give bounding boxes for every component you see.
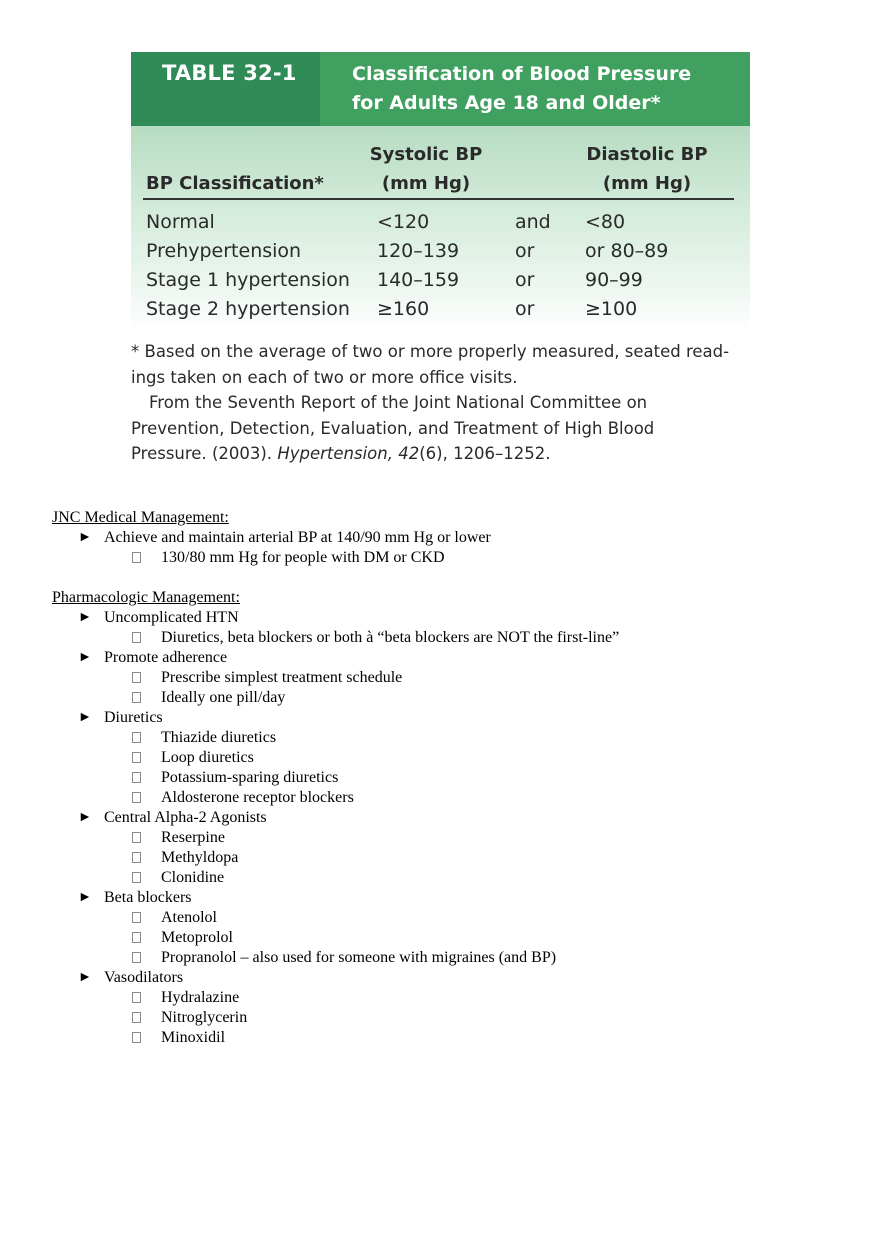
sub-list-item [52, 728, 852, 748]
box-bullet-icon [132, 872, 141, 883]
sub-item-text: Metoprolol [161, 929, 233, 946]
right-pointer-icon: ► [78, 810, 92, 825]
cell-conjunction: or [515, 298, 535, 320]
list-item-text: Vasodilators [104, 969, 184, 986]
box-bullet-icon [132, 1032, 141, 1043]
cell-systolic: 140–159 [377, 269, 460, 291]
list-item [52, 708, 852, 728]
box-bullet-icon [132, 732, 141, 743]
table-row [131, 266, 750, 295]
box-bullet-icon [132, 852, 141, 863]
sub-list-item [52, 868, 852, 888]
cell-diastolic: or 80–89 [585, 240, 669, 262]
table-footnotes [131, 339, 750, 467]
sub-list-item [52, 688, 852, 708]
col-header-systolic-line2: (mm Hg) [381, 173, 471, 194]
pharm-section [52, 588, 852, 1048]
col-header-systolic [361, 140, 491, 198]
box-bullet-icon [132, 672, 141, 683]
study-notes [52, 508, 852, 1048]
list-item-text: Promote adherence [104, 649, 228, 666]
cell-diastolic: ≥100 [585, 298, 638, 320]
footnote-line: ings taken on each of two or more office visits. [131, 367, 518, 387]
list-item [52, 968, 852, 988]
cell-systolic: ≥160 [377, 298, 430, 320]
list-item [52, 648, 852, 668]
sub-list-item [52, 768, 852, 788]
cell-classification: Stage 2 hypertension [146, 298, 350, 320]
sub-item-text: 130/80 mm Hg for people with DM or CKD [161, 549, 445, 566]
box-bullet-icon [132, 932, 141, 943]
right-pointer-icon: ► [78, 650, 92, 665]
cell-classification: Normal [146, 211, 215, 233]
box-bullet-icon [132, 632, 141, 643]
col-header-systolic-line1: Systolic BP [369, 144, 483, 165]
list-item-text: Beta blockers [104, 889, 192, 906]
box-bullet-icon [132, 832, 141, 843]
sub-item-text: Hydralazine [161, 989, 240, 1006]
table-label: TABLE 32-1 [131, 52, 320, 126]
section-title-text: Pharmacologic Management: [52, 589, 240, 606]
list-item-text: Diuretics [104, 709, 163, 726]
sub-list-item [52, 1008, 852, 1028]
list-item-text: Central Alpha-2 Agonists [104, 809, 267, 826]
sub-list-item [52, 1028, 852, 1048]
table-header [131, 52, 750, 126]
cell-conjunction: and [515, 211, 551, 233]
table-row [131, 208, 750, 237]
right-pointer-icon: ► [78, 970, 92, 985]
box-bullet-icon [132, 752, 141, 763]
sub-item-text: Clonidine [161, 869, 225, 886]
box-bullet-icon [132, 1012, 141, 1023]
list-item [52, 528, 852, 548]
cell-diastolic: <80 [585, 211, 626, 233]
sub-item-text: Loop diuretics [161, 749, 254, 766]
list-item [52, 808, 852, 828]
table-title-line2: for Adults Age 18 and Older* [352, 92, 661, 114]
col-header-diastolic-line2: (mm Hg) [602, 173, 692, 194]
list-item-text: Uncomplicated HTN [104, 609, 239, 626]
cell-systolic: 120–139 [377, 240, 460, 262]
table-row [131, 237, 750, 266]
section-title-jnc [52, 508, 293, 528]
box-bullet-icon [132, 992, 141, 1003]
cell-classification: Stage 1 hypertension [146, 269, 350, 291]
box-bullet-icon [132, 912, 141, 923]
sub-item-text: Thiazide diuretics [161, 729, 277, 746]
sub-list-item [52, 748, 852, 768]
sub-list-item [52, 948, 852, 968]
box-bullet-icon [132, 952, 141, 963]
sub-item-text: Diuretics, beta blockers or both à “beta blockers are NOT the first-line” [161, 629, 620, 646]
bp-classification-table [131, 52, 750, 467]
sub-list-item [52, 848, 852, 868]
col-header-classification: BP Classification* [146, 173, 324, 194]
table-title [320, 52, 750, 126]
cell-diastolic: 90–99 [585, 269, 643, 291]
table-body [131, 126, 750, 331]
sub-list-item [52, 668, 852, 688]
sub-item-text: Methyldopa [161, 849, 239, 866]
header-divider [143, 198, 734, 200]
sub-list-item [52, 908, 852, 928]
sub-list-item [52, 928, 852, 948]
sub-item-text: Potassium-sparing diuretics [161, 769, 339, 786]
col-header-diastolic-line1: Diastolic BP [586, 144, 708, 165]
list-item [52, 608, 852, 628]
box-bullet-icon [132, 692, 141, 703]
journal-name: Hypertension, 42 [277, 444, 420, 463]
sub-list-item [52, 988, 852, 1008]
cell-systolic: <120 [377, 211, 430, 233]
box-bullet-icon [132, 792, 141, 803]
cell-conjunction: or [515, 269, 535, 291]
right-pointer-icon: ► [78, 610, 92, 625]
cell-conjunction: or [515, 240, 535, 262]
sub-item-text: Nitroglycerin [161, 1009, 248, 1026]
right-pointer-icon: ► [78, 530, 92, 545]
source-line [131, 441, 750, 467]
source-line: Prevention, Detection, Evaluation, and Treatment of High Blood [131, 418, 655, 438]
footnote-line: * Based on the average of two or more properly measured, seated read- [131, 342, 730, 361]
source-text: Pressure. (2003). [131, 444, 278, 463]
box-bullet-icon [132, 552, 141, 563]
sub-item-text: Aldosterone receptor blockers [161, 789, 354, 806]
table-title-line1: Classification of Blood Pressure [352, 63, 692, 85]
sub-list-item [52, 828, 852, 848]
list-item [52, 888, 852, 908]
section-title-text: JNC Medical Management: [52, 509, 229, 526]
box-bullet-icon [132, 772, 141, 783]
list-item-text: Achieve and maintain arterial BP at 140/90 mm Hg or lower [104, 529, 491, 546]
spacer [52, 568, 852, 588]
sub-item-text: Propranolol – also used for someone with migraines (and BP) [161, 949, 557, 966]
cell-classification: Prehypertension [146, 240, 302, 262]
source-line: From the Seventh Report of the Joint National Committee on [149, 393, 648, 412]
right-pointer-icon: ► [78, 890, 92, 905]
sub-list-item [52, 628, 852, 648]
sub-item-text: Prescribe simplest treatment schedule [161, 669, 403, 686]
table-row [131, 295, 750, 324]
col-header-diastolic [575, 140, 719, 198]
source-text: (6), 1206–1252. [419, 444, 551, 463]
jnc-section [52, 508, 852, 568]
sub-list-item [52, 548, 852, 568]
sub-item-text: Minoxidil [161, 1029, 226, 1046]
sub-list-item [52, 788, 852, 808]
right-pointer-icon: ► [78, 710, 92, 725]
section-title-pharm [52, 588, 326, 608]
sub-item-text: Reserpine [161, 829, 225, 846]
sub-item-text: Ideally one pill/day [161, 689, 286, 706]
sub-item-text: Atenolol [161, 909, 217, 926]
